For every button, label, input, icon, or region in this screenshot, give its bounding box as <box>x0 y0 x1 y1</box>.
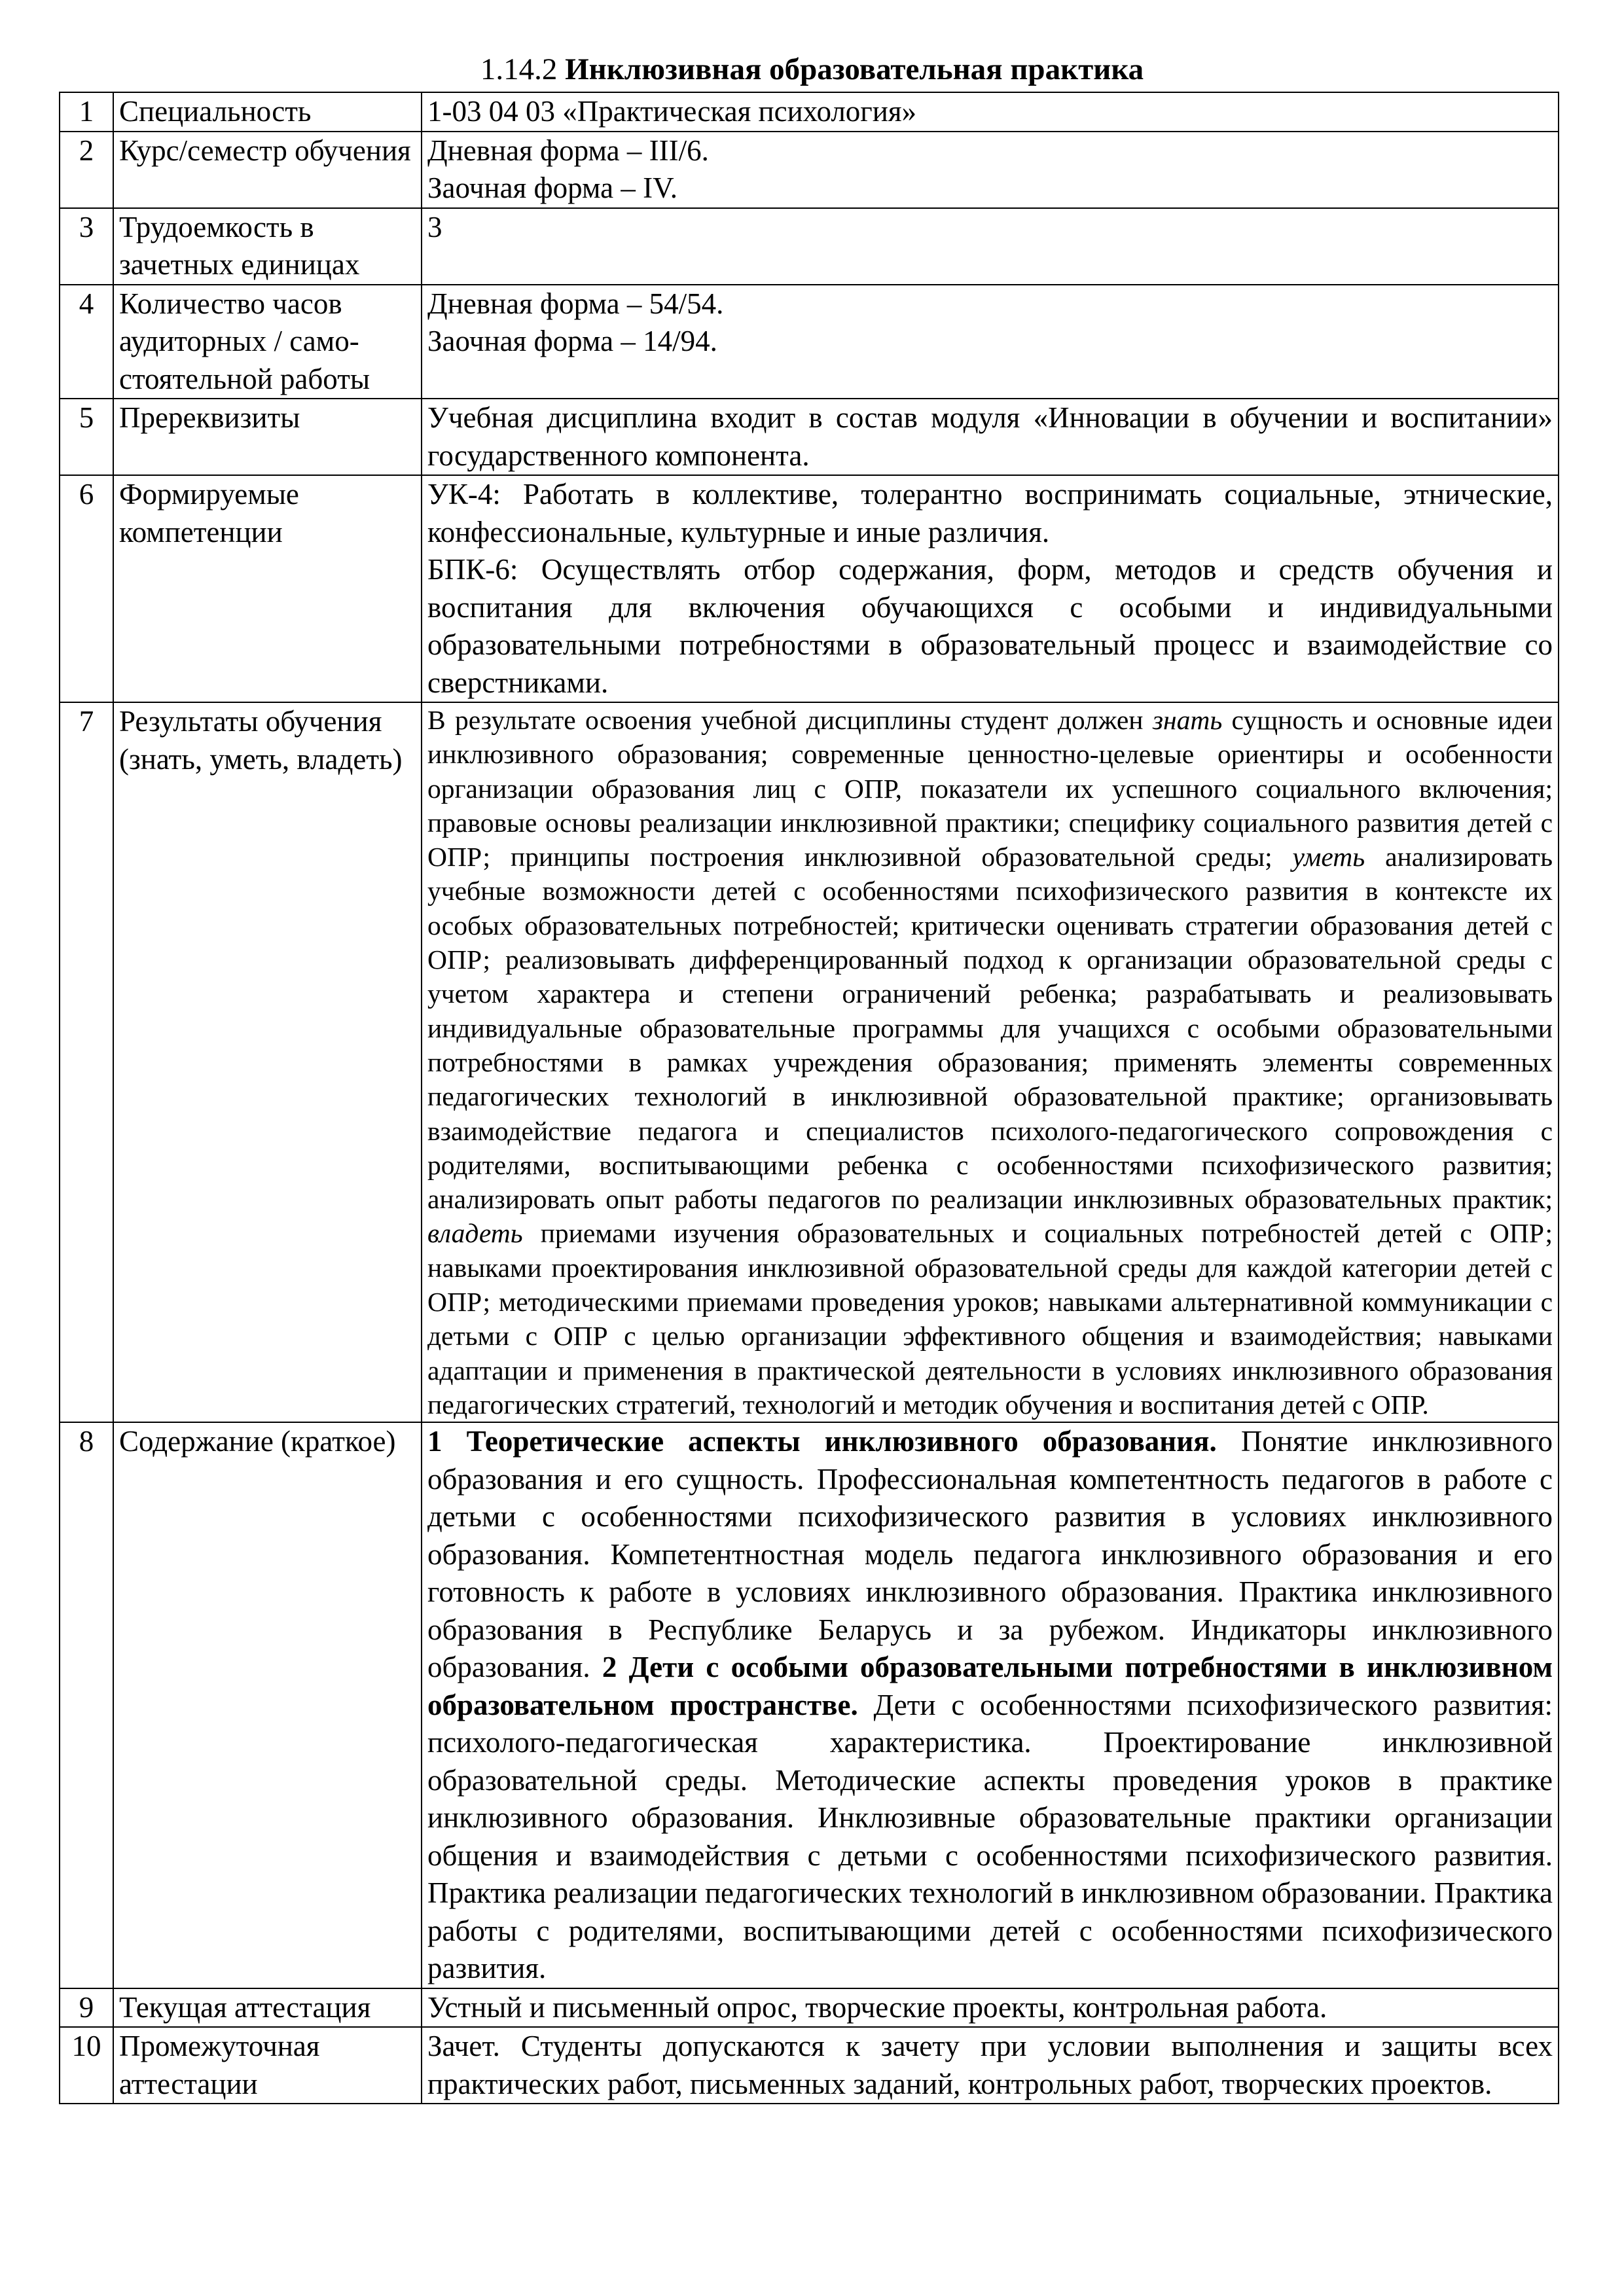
row-number: 2 <box>60 132 113 208</box>
outcomes-text: В результате освоения учебной дисциплины студент должен <box>427 705 1153 735</box>
outcomes-text: сущность и основные идеи инклюзивного образования; современные ценностно-целевые ориентиры и особенности организации образования лиц с ОПР, показатели их успешного социального включения; правовые основы реализации инклюзивной практики; специфику социального развития детей с ОПР; принципы построения инклюзивной образовательной среды; <box>427 705 1553 872</box>
content-section-text: Понятие инклюзивного образования и его сущность. Профессиональная компетентность педагогов в работе с детьми с особенностями психофизического развития в условиях инклюзивного образования. Компетентностная модель педагога инклюзивного образования и его готовность к работе в условиях инклюзивного образования. Практика инклюзивного образования в Республике Беларусь и за рубежом. Индикаторы инклюзивного образования. <box>427 1425 1553 1684</box>
outcomes-know: знать <box>1152 705 1223 735</box>
row-label: Трудоемкость в зачетных единицах <box>113 208 422 285</box>
row-label: Формируемые компетенции <box>113 475 422 702</box>
row-value <box>422 285 1559 399</box>
row-value <box>422 132 1559 208</box>
row-label: Специальность <box>113 92 422 132</box>
table-row <box>60 92 1559 132</box>
table-row <box>60 399 1559 475</box>
discipline-name: Инклюзивная образовательная практика <box>565 52 1144 86</box>
outcomes-text: приемами изучения образовательных и социальных потребностей детей с ОПР; навыками проектирования инклюзивной образовательной среды для каждой категории детей с ОПР; методическими приемами проведения уроков; навыками альтернативной коммуникации с детьми с ОПР с целью организации эффективного общения и взаимодействия; навыками адаптации и применения в практической деятельности в условиях инклюзивного образования педагогических стратегий, технологий и методик обучения и воспитания детей с ОПР. <box>427 1218 1553 1420</box>
row-label: Результаты обучения (знать, уметь, владеть) <box>113 702 422 1422</box>
table-row <box>60 475 1559 702</box>
table-row <box>60 285 1559 399</box>
table-row <box>60 132 1559 208</box>
row-number: 4 <box>60 285 113 399</box>
section-number: 1.14.2 <box>480 52 558 86</box>
discipline-table <box>59 92 1559 2104</box>
row-number: 3 <box>60 208 113 285</box>
row-label: Количество часов аудиторных / само-стоятельной работы <box>113 285 422 399</box>
row-label: Текущая аттестация <box>113 1988 422 2028</box>
learning-outcomes <box>422 702 1559 1422</box>
row-value: 1-03 04 03 «Практическая психология» <box>422 92 1559 132</box>
table-row <box>60 208 1559 285</box>
row-label: Пререквизиты <box>113 399 422 475</box>
row-value: Устный и письменный опрос, творческие проекты, контрольная работа. <box>422 1988 1559 2028</box>
row-number: 5 <box>60 399 113 475</box>
competence-bpk6: БПК-6: Осуществлять отбор содержания, форм, методов и средств обучения и воспитания для включения обучающихся с особыми и индивидуальными образовательными потребностями в образовательный процесс и взаимодействие со сверстниками. <box>427 553 1553 699</box>
row-number: 6 <box>60 475 113 702</box>
row-number: 9 <box>60 1988 113 2028</box>
row-value: 3 <box>422 208 1559 285</box>
competence-uk4: УК-4: Работать в коллективе, толерантно воспринимать социальные, этнические, конфессиональные, культурные и иные различия. <box>427 478 1553 548</box>
content-section-heading: 1 Теоретические аспекты инклюзивного образования. <box>427 1425 1217 1458</box>
row-value <box>422 475 1559 702</box>
row-value-line: Заочная форма – IV. <box>427 171 678 204</box>
content-section-heading: 2 Дети с особыми образовательными потребностями в инклюзивном образовательном пространстве. <box>427 1651 1553 1721</box>
table-row <box>60 1422 1559 1988</box>
page-title <box>0 51 1624 88</box>
row-value-line: Дневная форма – III/6. <box>427 134 709 167</box>
row-number: 1 <box>60 92 113 132</box>
row-label: Содержание (краткое) <box>113 1422 422 1988</box>
outcomes-text: анализировать учебные возможности детей с особенностями психофизического развития в контексте их особых образовательных потребностей; критически оценивать стратегии образования детей с ОПР; реализовывать дифференцированный подход к организации образовательной среды с учетом характера и степени ограничений ребенка; разрабатывать и реализовывать индивидуальные образовательные программы для учащихся с особыми образовательными потребностями в рамках учреждения образования; применять элементы современных педагогических технологий в инклюзивной образовательной практике; организовывать взаимодействие педагога и специалистов психолого-педагогического сопровождения с родителями, воспитывающими ребенка с особенностями психофизического развития; анализировать опыт работы педагогов по реализации инклюзивных образовательных практик; <box>427 842 1553 1215</box>
course-content <box>422 1422 1559 1988</box>
row-number: 10 <box>60 2027 113 2104</box>
content-section-text: Дети с особенностями психофизического развития: психолого-педагогическая характеристика. Проектирование инклюзивной образовательной среды. Методические аспекты проведения уроков в практике инклюзивного образования. Инклюзивные образовательные практики организации общения и взаимодействия с детьми с особенностями психофизического развития. Практика реализации педагогических технологий в инклюзивном образовании. Практика работы с родителями, воспитывающими детей с особенностями психофизического развития. <box>427 1688 1553 1985</box>
row-number: 8 <box>60 1422 113 1988</box>
row-value-line: Дневная форма – 54/54. <box>427 287 724 320</box>
row-value: Учебная дисциплина входит в состав модуля «Инновации в обучении и воспитании» государственного компонента. <box>422 399 1559 475</box>
table-row <box>60 702 1559 1422</box>
row-value-line: Заочная форма – 14/94. <box>427 325 717 357</box>
row-value: Зачет. Студенты допускаются к зачету при условии выполнения и защиты всех практических работ, письменных заданий, контрольных работ, творческих проектов. <box>422 2027 1559 2104</box>
row-label: Курс/семестр обучения <box>113 132 422 208</box>
table-row <box>60 1988 1559 2028</box>
outcomes-own: владеть <box>427 1218 523 1249</box>
outcomes-able: уметь <box>1292 842 1365 872</box>
row-number: 7 <box>60 702 113 1422</box>
row-label: Промежуточная аттестации <box>113 2027 422 2104</box>
table-row <box>60 2027 1559 2104</box>
